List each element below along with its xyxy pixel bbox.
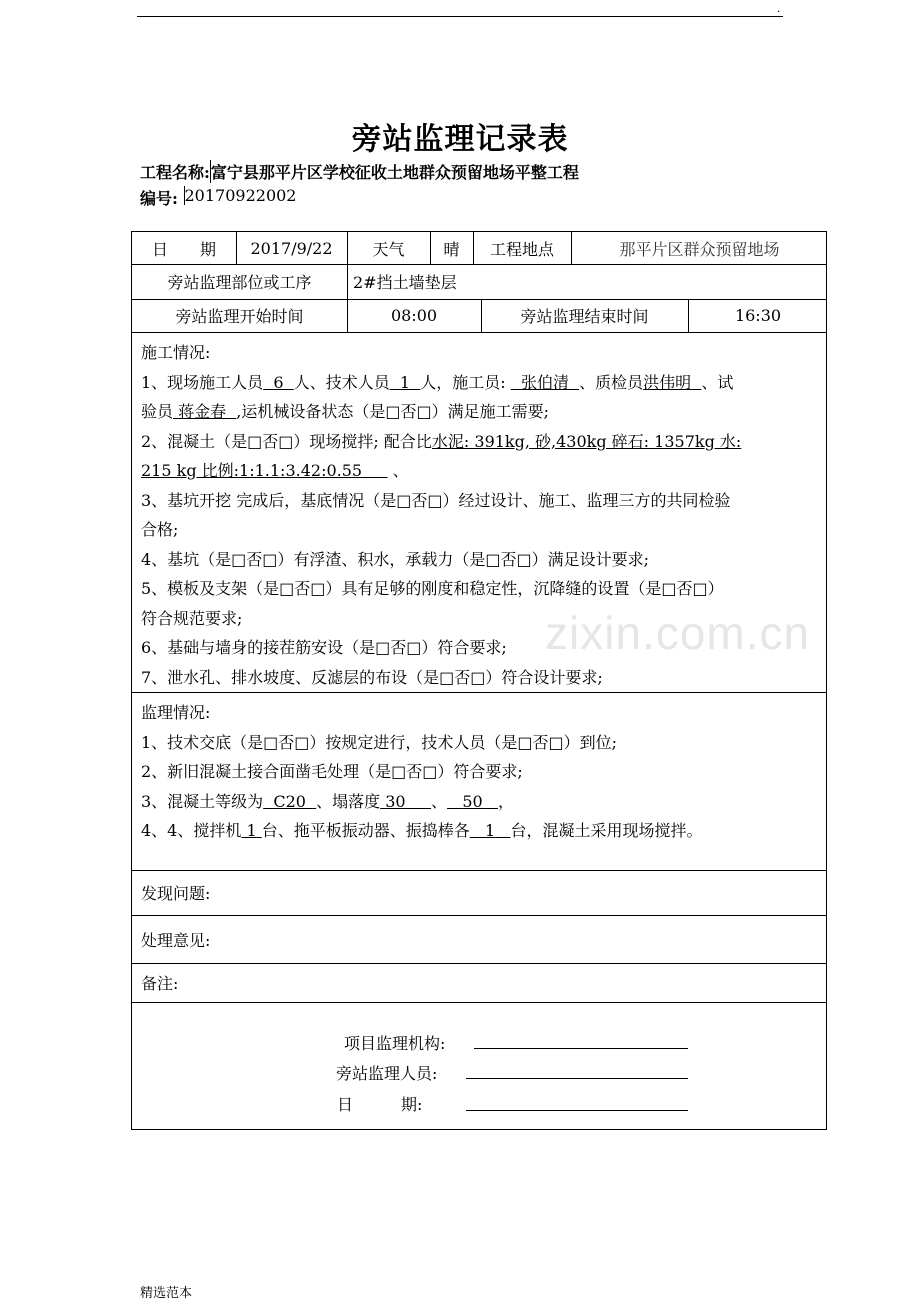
signature-org-line[interactable] bbox=[474, 1048, 688, 1049]
construction-heading: 施工情况: bbox=[141, 343, 211, 362]
document-number-label: 编号: bbox=[140, 189, 178, 208]
project-name-label: 工程名称: bbox=[140, 163, 210, 182]
construction-line-3: 2、混凝土（是□否□）现场搅拌; 配合比水泥: 391kg, 砂,430kg 碎石: 1357kg 水: bbox=[141, 431, 742, 451]
mix-ratio-1: 水泥: 391kg, 砂,430kg 碎石: 1357kg 水: bbox=[431, 431, 742, 451]
record-table bbox=[131, 231, 827, 1130]
start-time-label: 旁站监理开始时间 bbox=[175, 307, 304, 326]
supervision-line-1: 1、技术交底（是□否□）按规定进行，技术人员（是□否□）到位; bbox=[141, 732, 618, 752]
mixer-count: 1 bbox=[246, 821, 257, 840]
end-time-label: 旁站监理结束时间 bbox=[520, 307, 649, 326]
workers-count: 6 bbox=[273, 372, 284, 392]
date-value: 2017/9/22 bbox=[250, 238, 333, 258]
header-dot: . bbox=[777, 4, 781, 15]
signature-org-label: 项目监理机构: bbox=[344, 1034, 446, 1053]
document-title: 旁站监理记录表 bbox=[351, 122, 569, 157]
construction-line-1: 1、现场施工人员 6 人、技术人员 1 人，施工员: 张伯清 、质检员洪伟明 、试 bbox=[141, 372, 734, 392]
project-name-value: 富宁县那平片区学校征收土地群众预留地场平整工程 bbox=[210, 160, 211, 183]
issues-label: 发现问题: bbox=[141, 884, 211, 903]
slump-2: 50 bbox=[462, 791, 483, 811]
location-label: 工程地点 bbox=[489, 239, 554, 259]
document-number-value: 20170922002 bbox=[184, 186, 297, 205]
construction-line-9: 符合规范要求; bbox=[141, 608, 243, 628]
supervision-line-2: 2、新旧混凝土接合面凿毛处理（是□否□）符合要求; bbox=[141, 762, 523, 781]
supervision-part-label: 旁站监理部位或工序 bbox=[167, 273, 312, 292]
tester-name: 蒋金春 bbox=[178, 402, 227, 421]
signature-date-line[interactable] bbox=[466, 1110, 688, 1111]
tech-count: 1 bbox=[399, 372, 411, 392]
supervision-line-4: 4、4、搅拌机 1 台、拖平板振动器、振捣棒各 1 台，混凝土采用现场搅拌。 bbox=[141, 821, 703, 840]
supervision-line-3: 3、混凝土等级为 C20 、塌落度 30 、 50 ， bbox=[141, 791, 514, 811]
watermark: zixin.com.cn bbox=[545, 607, 811, 659]
construction-section bbox=[141, 338, 741, 692]
supervision-section bbox=[141, 698, 703, 846]
construction-line-10: 6、基础与墙身的接茬筋安设（是□否□）符合要求; bbox=[141, 638, 507, 657]
supervision-part-value: 2#挡土墙垫层 bbox=[353, 273, 457, 292]
weather-label: 天气 bbox=[372, 239, 405, 259]
end-time-value: 16:30 bbox=[734, 306, 782, 325]
inspector-name: 洪伟明 bbox=[643, 372, 692, 392]
construction-line-7: 4、基坑（是□否□）有浮渣、积水，承载力（是□否□）满足设计要求; bbox=[141, 549, 650, 569]
construction-line-8: 5、模板及支架（是□否□）具有足够的刚度和稳定性，沉降缝的设置（是□否□） bbox=[141, 579, 724, 598]
mix-ratio-2: 215 kg 比例:1:1.1:3.42:0.55 bbox=[141, 461, 363, 480]
construction-line-5: 3、基坑开挖 完成后，基底情况（是□否□）经过设计、施工、监理三方的共同检验 bbox=[141, 490, 731, 510]
opinion-label: 处理意见: bbox=[141, 930, 211, 950]
location-value: 那平片区群众预留地场 bbox=[619, 239, 780, 259]
date-label: 日 期 bbox=[151, 239, 216, 259]
signature-date-label: 日 期: bbox=[337, 1095, 423, 1114]
start-time-value: 08:00 bbox=[390, 306, 438, 325]
footer-text: 精选范本 bbox=[140, 1286, 193, 1301]
slump-1: 30 bbox=[385, 791, 406, 811]
construction-line-6: 合格; bbox=[141, 520, 179, 539]
weather-value: 晴 bbox=[443, 239, 460, 259]
header-rule bbox=[137, 16, 783, 17]
project-name-line bbox=[140, 160, 579, 183]
constructor-name: 张伯清 bbox=[520, 372, 569, 392]
construction-line-4: 215 kg 比例:1:1.1:3.42:0.55 、 bbox=[141, 461, 409, 480]
construction-line-11: 7、泄水孔、排水坡度、反滤层的布设（是□否□）符合设计要求; bbox=[141, 667, 603, 687]
supervision-heading: 监理情况: bbox=[141, 703, 211, 722]
remarks-label: 备注: bbox=[141, 974, 179, 993]
concrete-grade: C20 bbox=[273, 791, 306, 811]
signature-staff-label: 旁站监理人员: bbox=[336, 1064, 438, 1083]
document-number-line bbox=[140, 186, 297, 209]
vibrator-count: 1 bbox=[485, 821, 496, 840]
construction-line-2: 验员 蒋金春 ,运机械设备状态（是□否□）满足施工需要; bbox=[141, 402, 550, 421]
signature-staff-line[interactable] bbox=[466, 1078, 688, 1079]
